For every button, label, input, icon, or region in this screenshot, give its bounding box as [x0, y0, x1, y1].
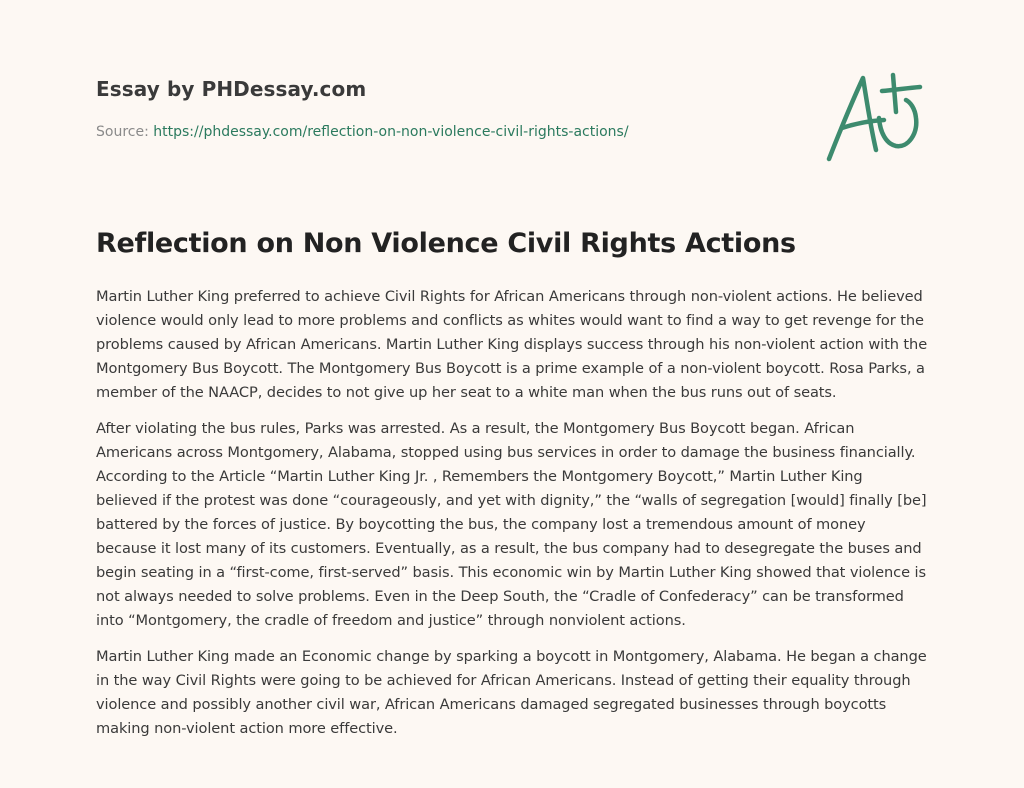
essay-paragraph: After violating the bus rules, Parks was arrested. As a result, the Montgomery Bus Boycott began. African Americans across Montgomery, Alabama, stopped using bus services in order to damage the business financially. According to the Article “Martin Luther King Jr. , Remembers the Montgomery Boycott,” Martin Luther King believed if the protest was done “courageously, and yet with dignity,” the “walls of segregation [would] finally [be] battered by the forces of justice. By boycotting the bus, the company lost a tremendous amount of money because it lost many of its customers. Eventually, as a result, the bus company had to desegregate the buses and begin seating in a “first-come, first-served” basis. This economic win by Martin Luther King showed that violence is not always needed to solve problems. Even in the Deep South, the “Cradle of Confederacy” can be transformed into “Montgomery, the cradle of freedom and justice” through nonviolent actions. — [96, 420, 927, 629]
essay-title: Reflection on Non Violence Civil Rights Actions — [96, 228, 796, 259]
essay-body — [96, 285, 928, 753]
source-line — [96, 122, 796, 142]
source-link[interactable]: https://phdessay.com/reflection-on-non-violence-civil-rights-actions/ — [153, 124, 629, 140]
a-plus-grade-icon — [822, 66, 930, 166]
source-label: Source: — [96, 124, 149, 140]
site-brand: Essay by PHDessay.com — [96, 77, 367, 101]
essay-paragraph: Martin Luther King preferred to achieve Civil Rights for African Americans through non-violent actions. He believed violence would only lead to more problems and conflicts as whites would want to find a way to get revenge for the problems caused by African Americans. Martin Luther King displays success through his non-violent action with the Montgomery Bus Boycott. The Montgomery Bus Boycott is a prime example of a non-violent boycott. Rosa Parks, a member of the NAACP, decides to not give up her seat to a white man when the bus runs out of seats. — [96, 288, 928, 401]
essay-paragraph: Martin Luther King made an Economic change by sparking a boycott in Montgomery, Alabama. He began a change in the way Civil Rights were going to be achieved for African Americans. Instead of getting their equality through violence and possibly another civil war, African Americans damaged segregated businesses through boycotts making non-violent action more effective. — [96, 648, 927, 737]
page-header — [96, 74, 796, 142]
